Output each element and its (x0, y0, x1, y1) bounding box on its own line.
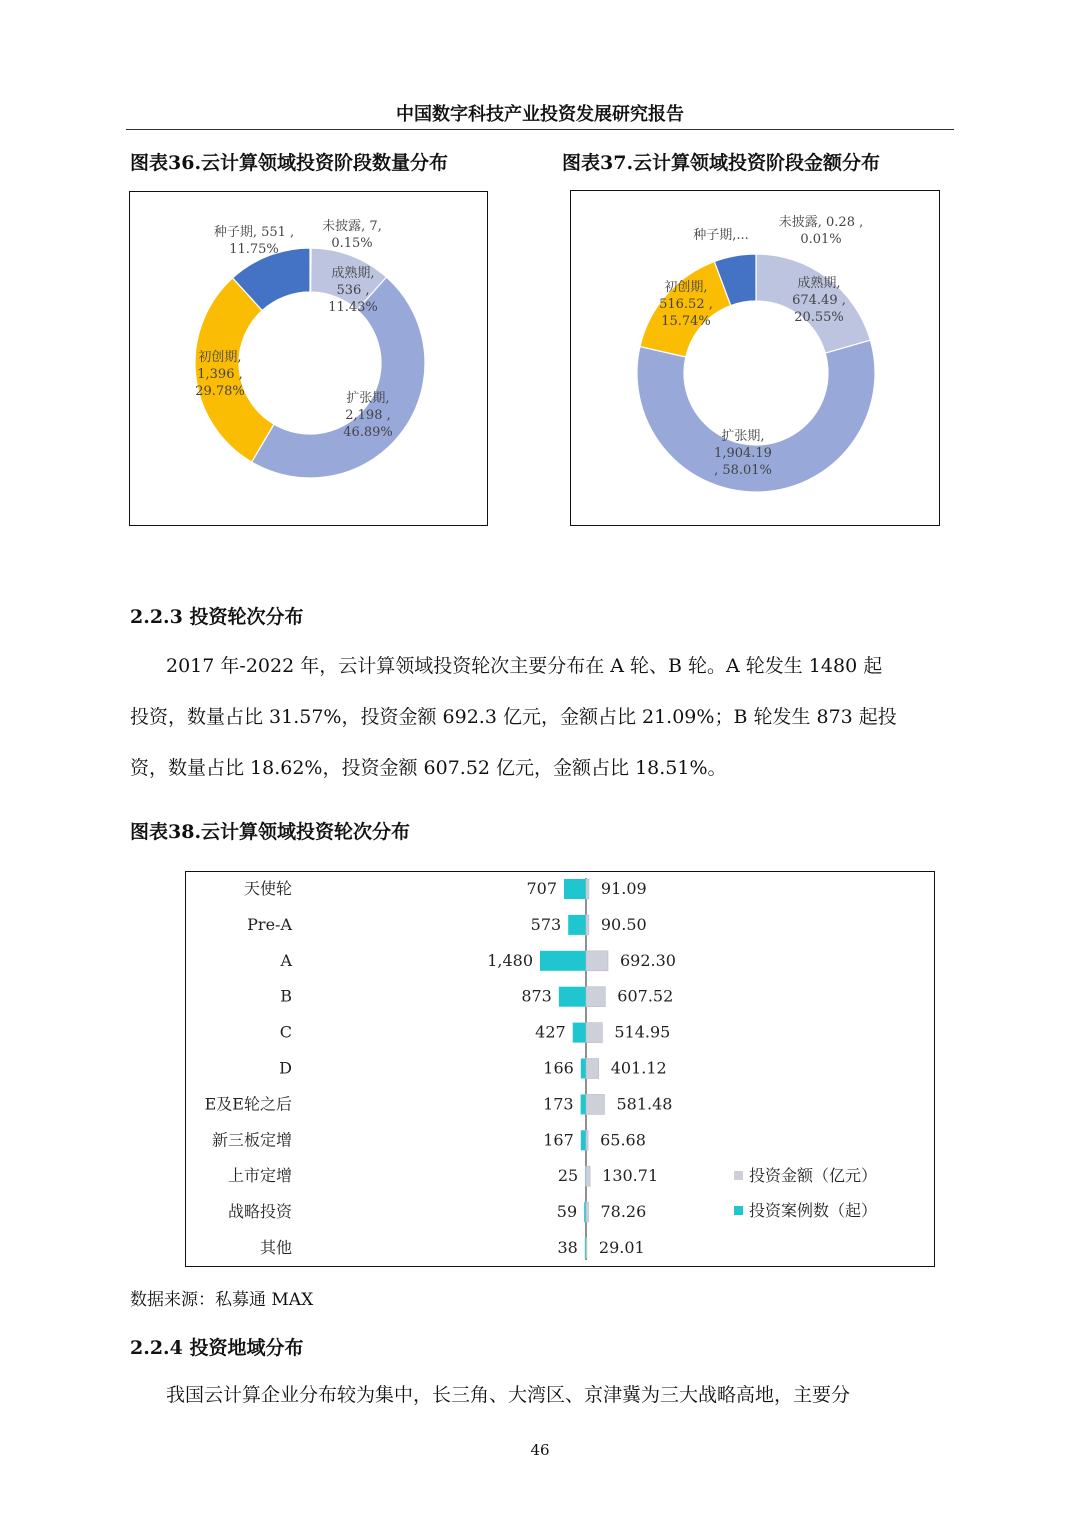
count-bar (568, 915, 586, 935)
amount-bar (586, 1238, 587, 1258)
figure37-chart-box (570, 190, 940, 526)
count-value-label: 167 (543, 1130, 574, 1150)
donut-data-label: 成熟期, 536 , 11.43% (328, 266, 378, 315)
donut-data-label: 种子期,... (693, 228, 749, 243)
donut-data-label: 成熟期, 674.49 , 20.55% (792, 276, 846, 325)
donut-data-label: 扩张期, 2,198 , 46.89% (343, 391, 393, 440)
amount-bar (586, 1094, 604, 1114)
amount-value-label: 607.52 (617, 986, 674, 1006)
category-label: E及E轮之后 (204, 1094, 292, 1114)
page-header: 中国数字科技产业投资发展研究报告 (396, 104, 684, 125)
amount-bar (586, 1202, 588, 1222)
count-value-label: 1,480 (487, 950, 533, 970)
count-value-label: 707 (526, 879, 558, 898)
donut-data-label: 未披露, 7, 0.15% (322, 219, 382, 251)
donut-data-label: 初创期, 516.52 , 15.74% (659, 280, 713, 329)
count-bar (573, 1023, 586, 1043)
count-bar (581, 1059, 586, 1079)
amount-value-label: 692.30 (620, 950, 676, 970)
category-label: A (280, 950, 292, 970)
amount-bar (586, 879, 589, 899)
count-bar (581, 1130, 586, 1150)
count-value-label: 38 (557, 1238, 578, 1257)
amount-value-label: 401.12 (610, 1058, 667, 1078)
count-bar (540, 951, 586, 971)
legend-label: 投资金额（亿元） (749, 1166, 878, 1185)
paragraph-line: 2017 年-2022 年，云计算领域投资轮次主要分布在 A 轮、B 轮。A 轮发生 1480 起 (166, 655, 883, 677)
paragraph-line: 我国云计算企业分布较为集中，长三角、大湾区、京津冀为三大战略高地，主要分 (166, 1384, 851, 1406)
amount-value-label: 78.26 (600, 1202, 647, 1222)
paragraph-line: 投资，数量占比 31.57%，投资金额 692.3 亿元，金额占比 21.09%；B 轮发生 873 起投 (130, 706, 897, 728)
legend-label: 投资案例数（起） (749, 1201, 878, 1220)
amount-bar (586, 987, 605, 1007)
header-rule (126, 129, 954, 130)
section-224-heading: 2.2.4 投资地域分布 (130, 1337, 304, 1359)
count-value-label: 427 (535, 1022, 566, 1042)
amount-bar (586, 1059, 599, 1079)
amount-value-label: 581.48 (616, 1094, 673, 1114)
count-value-label: 173 (543, 1094, 574, 1114)
legend-swatch (734, 1206, 743, 1215)
figure37-donut-chart (571, 191, 939, 525)
category-label: C (279, 1022, 292, 1042)
figure38-chart-box (185, 871, 935, 1267)
category-label: 上市定增 (227, 1166, 292, 1186)
count-value-label: 59 (556, 1202, 578, 1222)
amount-bar (586, 1130, 588, 1150)
category-label: B (280, 986, 292, 1006)
count-bar (559, 987, 586, 1007)
paragraph-line: 资，数量占比 18.62%，投资金额 607.52 亿元，金额占比 18.51%。 (130, 757, 727, 779)
category-label: Pre-A (247, 914, 292, 934)
data-source: 数据来源：私募通 MAX (130, 1290, 314, 1310)
category-label: D (279, 1058, 292, 1078)
figure36-donut-chart (130, 192, 487, 525)
count-value-label: 166 (543, 1058, 574, 1078)
amount-value-label: 514.95 (614, 1022, 671, 1042)
count-value-label: 573 (530, 914, 562, 934)
category-label: 其他 (259, 1238, 292, 1257)
count-value-label: 873 (521, 986, 552, 1006)
figure36-title: 图表36.云计算领域投资阶段数量分布 (130, 152, 449, 174)
count-bar (564, 879, 586, 899)
category-label: 新三板定增 (211, 1130, 292, 1150)
figure38-butterfly-chart (186, 872, 934, 1266)
legend-swatch (734, 1171, 743, 1180)
count-bar (581, 1094, 586, 1114)
amount-value-label: 91.09 (600, 879, 647, 898)
amount-value-label: 29.01 (598, 1238, 645, 1257)
amount-bar (586, 1166, 590, 1186)
category-label: 战略投资 (227, 1202, 292, 1222)
page-number: 46 (530, 1441, 550, 1459)
donut-data-label: 初创期, 1,396 , 29.78% (195, 350, 245, 399)
amount-bar (586, 951, 608, 971)
figure37-title: 图表37.云计算领域投资阶段金额分布 (562, 152, 881, 174)
amount-bar (586, 1023, 602, 1043)
amount-value-label: 65.68 (600, 1130, 646, 1150)
amount-value-label: 90.50 (600, 914, 647, 934)
donut-data-label: 扩张期, 1,904.19 , 58.01% (714, 429, 772, 478)
category-label: 天使轮 (243, 879, 292, 898)
amount-bar (586, 915, 589, 935)
donut-data-label: 未披露, 0.28 , 0.01% (778, 215, 864, 247)
donut-data-label: 种子期, 551 , 11.75% (213, 225, 295, 257)
count-value-label: 25 (557, 1166, 579, 1186)
section-223-heading: 2.2.3 投资轮次分布 (130, 606, 304, 628)
figure36-chart-box (129, 191, 488, 526)
figure38-title: 图表38.云计算领域投资轮次分布 (130, 821, 411, 843)
amount-value-label: 130.71 (602, 1166, 659, 1186)
